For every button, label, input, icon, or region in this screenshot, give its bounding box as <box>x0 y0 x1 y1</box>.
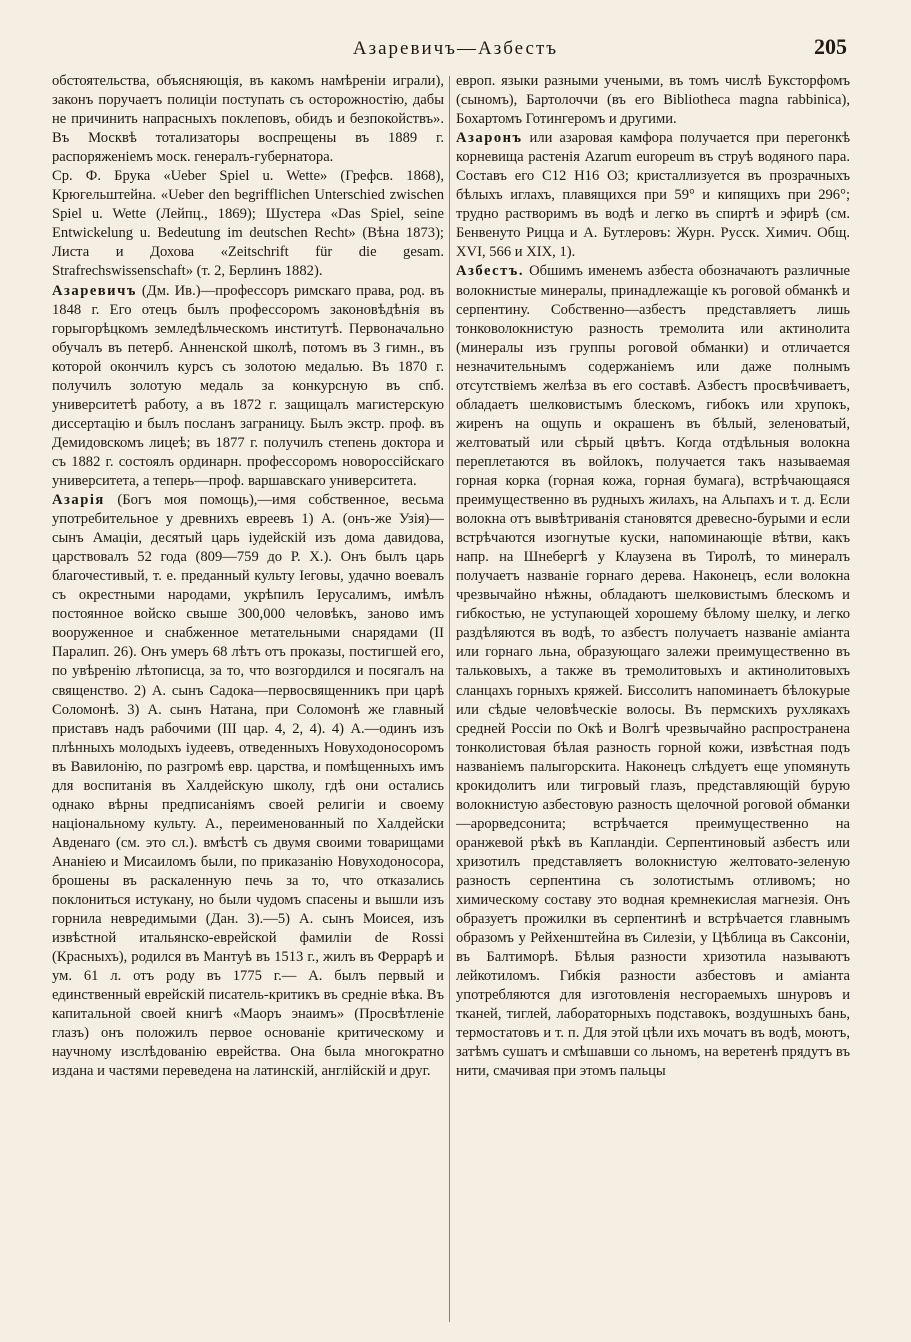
running-title: Азаревичъ—Азбестъ <box>352 38 559 59</box>
headword: Азаревичъ <box>52 282 137 299</box>
entry-azaria <box>52 491 444 1081</box>
paragraph <box>52 72 444 167</box>
paragraph-text: обстоятельства, объясняющія, въ какомъ намѣреніи играли), законъ поручаетъ полиціи поступать съ осторожностію, дабы не причинить напрасныхъ поклеповъ, обидъ и безпокойствъ». Въ Москвѣ тотализаторы воспрещены въ 1889 г. распоряженіемъ моск. генералъ-губернатора. <box>52 73 444 166</box>
page-number: 205 <box>814 34 847 59</box>
left-column <box>52 72 444 1334</box>
column-divider <box>449 76 450 1322</box>
paragraph-text: европ. языки разными учеными, въ томъ числѣ Буксторфомъ (сыномъ), Бартолоччи (въ его Bibliotheca magna rabbinica), Бохартомъ Готингеромъ и другими. <box>456 73 850 128</box>
entry-text: (Дм. Ив.)—профессоръ римскаго права, род. въ 1848 г. Его отецъ былъ профессоромъ законовѣдѣнія въ горыгорѣцкомъ земледѣльческомъ институтѣ. Первоначально обучалъ въ петерб. Анненской школѣ, потомъ въ 3 гимн., въ которой окончилъ курсъ съ золотою медалью. Въ 1870 г. получилъ золотую медаль за конкурсную въ спб. университетѣ работу, а въ 1872 г. защищалъ магистерскую диссертацію и былъ посланъ заграницу. Былъ экстр. проф. въ Демидовскомъ лицеѣ; въ 1877 г. получилъ степень доктора и съ 1882 г. состоялъ ординарн. профессоромъ новороссійскаго университета, а теперь—проф. варшавскаго университета. <box>52 282 444 489</box>
entry-text: или азаровая камфора получается при перегонкѣ корневища растенія Azarum europeum въ струѣ водяного пара. Составъ его C12 H16 O3; кристаллизуется въ прозрачныхъ бѣлыхъ иглахъ, плавящихся при 59° и кипящихъ при 296°; трудно растворимъ въ водѣ и легко въ спиртѣ и эфирѣ (см. Бенвенуто Рицца и А. Бутлеровъ: Журн. Русск. Химич. Общ. XVI, 566 и XIX, 1). <box>456 130 850 261</box>
entry-azaron <box>456 129 850 262</box>
entry-text: Обшимъ именемъ азбеста обозначаютъ различные волокнистые минералы, принадлежащіе къ роговой обманкѣ и серпентину. Собственно—азбестъ представляетъ лишь тонковолокнистую разность тремолита или актинолита (минералы изъ группы роговой обманки) и отличается незначительнымъ содержаніемъ или даже полнымъ отсутствіемъ желѣза въ его составѣ. Азбестъ просвѣчиваетъ, обладаетъ шелковистымъ блескомъ, гибокъ или хрупокъ, жиренъ на ощупь и окрашенъ въ бѣлый, зеленоватый, желтоватый или сѣрый цвѣтъ. Когда отдѣльныя волокна переплетаются въ войлокъ, получается такъ называемая горная корка (горная кожа, горная бумага), встрѣчающаяся преимущественно въ рудныхъ жилахъ, на Альпахъ и т. д. Если волокна отъ вывѣтриванія становятся древесно-бурыми и если встрѣчаются изогнутые куски, напоминающіе вѣтви, какъ напр. на Шнебергѣ у Клаузена въ Тиролѣ, то минералъ получаетъ названіе горнаго дерева. Наконецъ, если волокна чрезвычайно нѣжны, обладаютъ шелковистымъ блескомъ и гибкостью, не уступающей хорошему бѣлому шелку, и легко раздѣляются въ водѣ, то азбестъ получаетъ названіе аміанта или горнаго льна, образующаго залежи преимущественно въ тальковыхъ, а также въ тремолитовыхъ и актинолитовыхъ сланцахъ горныхъ кряжей. Биссолитъ напоминаетъ бѣлокурые или сѣдые человѣческіе волосы. Въ пермскихъ рухлякахъ средней Россіи по Окѣ и Волгѣ чрезвычайно распространена тонколистовая бѣлая разность горной кожи, извѣстная подъ названіемъ палыгорскита. Наконецъ слѣдуетъ еще упомянуть крокидолитъ или тигровый глазъ, представляющій бурую волокнистую азбестовую разность щелочной роговой обманки—арорведсонита; встрѣчается преимущественно на оранжевой рѣкѣ въ Капландіи. Серпентиновый азбестъ или хризотилъ представляетъ волокнистую желтовато-зеленую разность серпентина съ золотистымъ отливомъ; но химическому составу это водная кремнекислая магнезія. Онъ образуетъ прожилки въ серпентинѣ и встрѣчается главнымъ образомъ у Рейхенштейна въ Силезіи, у Цѣблица въ Саксоніи, въ Балтиморѣ. Бѣлыя разности хризотила называютъ лейкотиломъ. Гибкія разности азбестовъ и аміанта употребляются для изготовленія несгораемыхъ шнуровъ и тканей, тиглей, лабораторныхъ подставокъ, воздушныхъ бань, термостатовъ и т. п. Для этой цѣли ихъ мочатъ въ водѣ, моютъ, затѣмъ сушатъ и смѣшавши со льномъ, на веретенѣ прядутъ въ нити, смачивая при этомъ пальцы <box>456 263 850 1080</box>
entry-text: (Богъ моя помощь),—имя собственное, весьма употребительное у древнихъ евреевъ 1) А. (онъ-же Узія)—сынъ Амаціи, десятый царь іудейскій изъ дома давидова, царствовалъ 52 года (809—759 до Р. Х.). Онъ былъ царь благочестивый, т. е. преданный культу Іеговы, удачно воевалъ съ окрестными народами, укрѣпилъ Іерусалимъ, имѣлъ постоянное войско свыше 300,000 человѣкъ, заново имъ вооруженное и снабженное метательными снарядами (II Паралип. 26). Онъ умеръ 68 лѣтъ отъ проказы, постигшей его, по увѣренію лѣтописца, за то, что возгордился и посягалъ на священство. 2) А. сынъ Садока—первосвященникъ при царѣ Соломонѣ. 3) А. сынъ Натана, при Соломонѣ же главный приставъ надъ рабочими (III цар. 4, 2, 4). 4) А.—одинъ изъ плѣнныхъ молодыхъ іудеевъ, отведенныхъ Новуходоносоромъ въ Вавилонію, по разгромѣ евр. царства, и помѣщенныхъ имъ для воспитанія въ Халдейскую школу, гдѣ они остались однако вѣрны предписаніямъ своей религіи и своему національному культу. А., переименованный по Халдейски Авденаго (см. это сл.). вмѣстѣ съ двумя своими товарищами Ананіею и Мисаиломъ были, по приказанію Новуходоносора, брошены въ раскаленную печь за то, что отказались поклониться истукану, но были чудомъ спасены и вышли изъ горнила невредимыми (Дан. 3).—5) А. сынъ Моисея, изъ извѣстной итальянско-еврейской фамиліи de Rossi (Красныхъ), родился въ Мантуѣ въ 1513 г., жилъ въ Феррарѣ и ум. 61 л. отъ роду въ 1775 г.— А. былъ первый и единственный еврейскій писатель-критикъ въ средніе вѣка. Въ капитальной своей книгѣ «Маоръ энаимъ» (Просвѣтленіе глазъ) онъ положилъ первое основаніе критическому и научному изслѣдованію еврейства. Она была многократно издана и частями переведена на латинскій, англійскій и друг. <box>52 492 444 1080</box>
paragraph <box>456 72 850 129</box>
paragraph-text: Ср. Ф. Брука «Ueber Spiel u. Wette» (Грефсв. 1868), Крюгельштейна. «Ueber den begrifflichen Unterschied zwischen Spiel u. Wette (Лейпц., 1869); Шустера «Das Spiel, seine Entwickelung u. Bedeutung im deutschen Recht» (Вѣна 1873); Листа и Дохова «Zeitschrift für die gesam. Strafrechswissenschaft» (т. 2, Берлинъ 1882). <box>52 168 444 280</box>
headword: Азбестъ. <box>456 263 524 280</box>
entry-azbest <box>456 262 850 1081</box>
entry-azarevich <box>52 282 444 492</box>
paragraph <box>52 167 444 281</box>
right-column <box>456 72 850 1334</box>
headword: Азаронъ <box>456 130 523 147</box>
headword: Азарія <box>52 492 105 509</box>
